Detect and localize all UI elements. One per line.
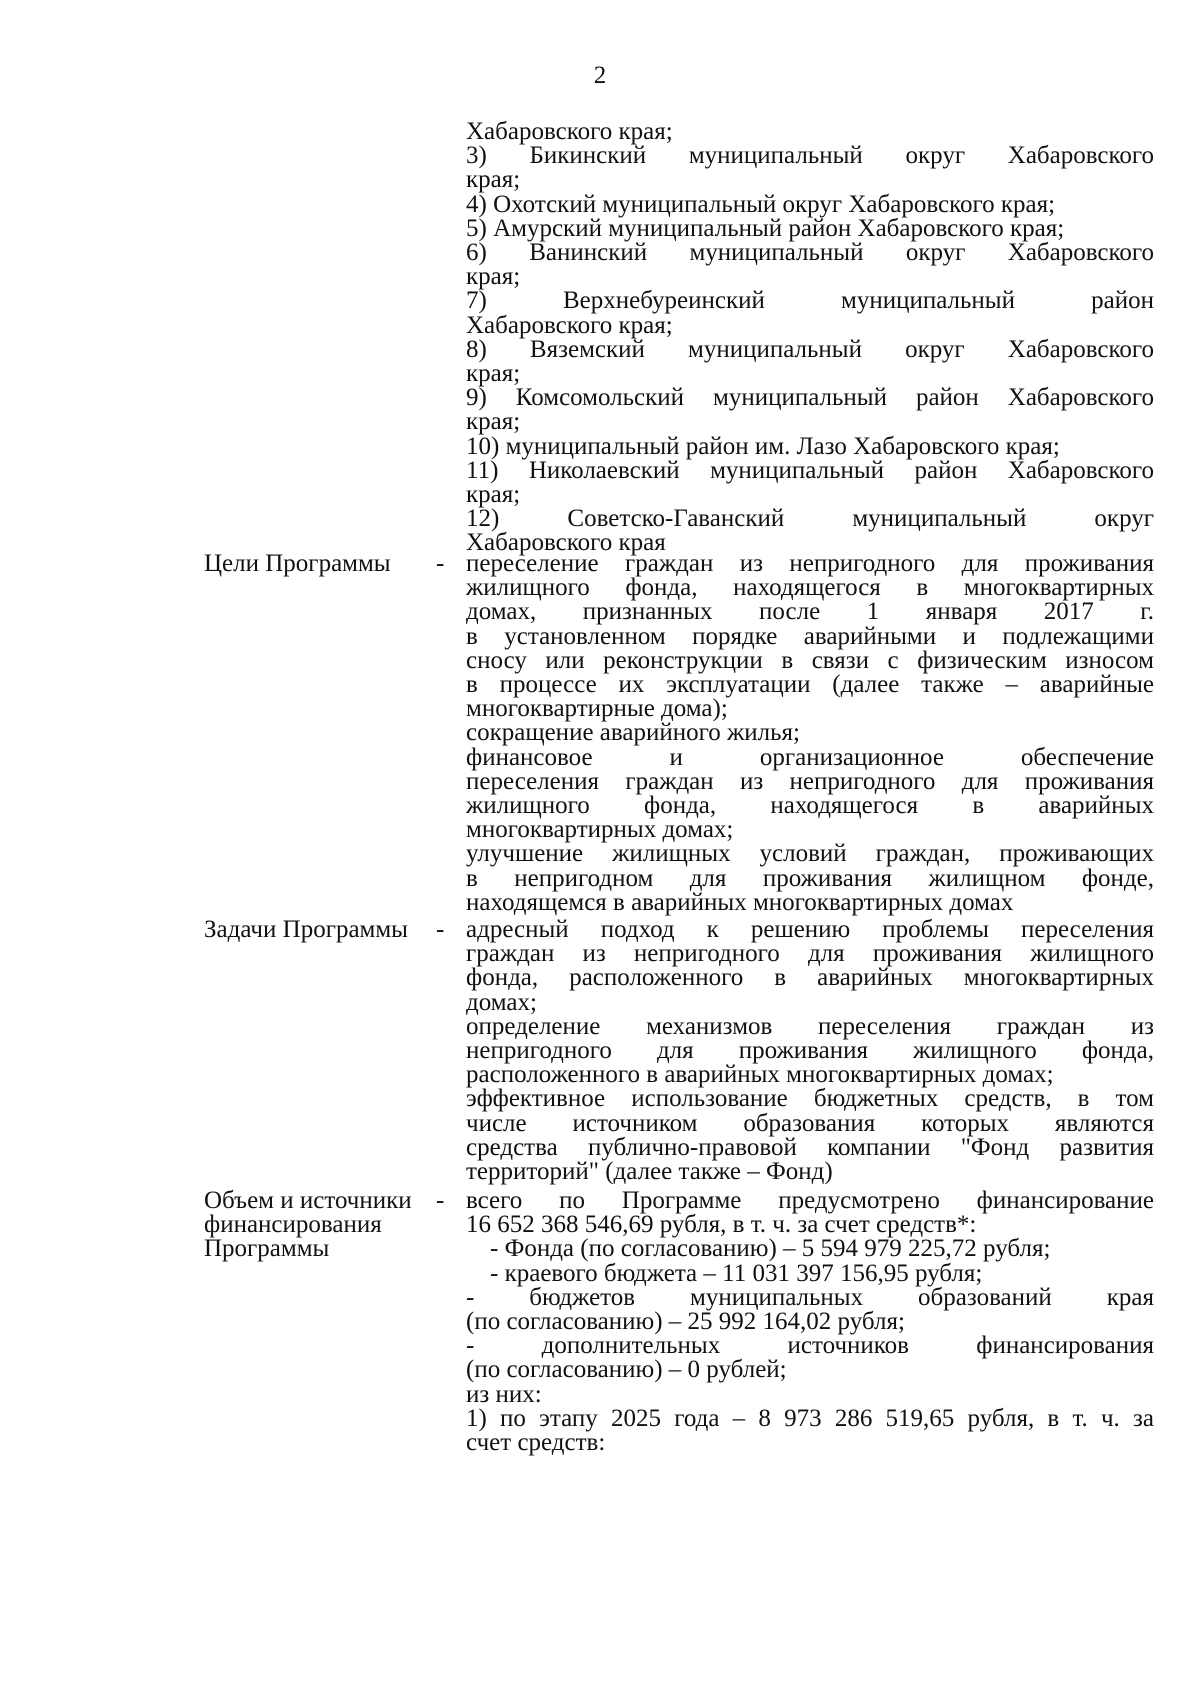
text-line: 1) по этапу 2025 года – 8 973 286 519,65 рубля, в т. ч. за — [466, 1404, 1154, 1432]
list-line: 3) Бикинский муниципальный округ Хабаровского — [466, 142, 1154, 170]
text-line: непригодного для проживания жилищного фонда, — [466, 1037, 1154, 1065]
goals-label: Цели Программы — [204, 550, 391, 577]
text-line: счет средств: — [466, 1429, 606, 1457]
text-line: сносу или реконструкции в связи с физическим износом — [466, 646, 1154, 674]
text-line: в процессе их эксплуатации (далее также – аварийные — [466, 671, 1154, 699]
text-line: адресный подход к решению проблемы переселения — [466, 916, 1154, 943]
text-line: в установленном порядке аварийными и подлежащими — [466, 622, 1154, 650]
text-line: - Фонда (по согласованию) – 5 594 979 225,72 рубля; — [490, 1235, 1051, 1263]
text-line: расположенного в аварийных многоквартирных домах; — [466, 1061, 1054, 1089]
text-line: переселение граждан из непригодного для проживания — [466, 550, 1154, 577]
text-line: фонда, расположенного в аварийных многоквартирных — [466, 964, 1154, 992]
list-line: Хабаровского края; — [466, 311, 673, 339]
funding-label: Объем и источники финансирования Программы — [204, 1187, 412, 1263]
text-line: жилищного фонда, находящегося в многоквартирных — [466, 574, 1154, 602]
text-line: средства публично-правовой компании "Фонд развития — [466, 1133, 1154, 1161]
goals-dash: - — [436, 550, 445, 577]
text-line: домах; — [466, 988, 537, 1016]
text-line: переселения граждан из непригодного для проживания — [466, 767, 1154, 795]
text-line: (по согласованию) – 25 992 164,02 рубля; — [466, 1308, 905, 1336]
funding-dash: - — [436, 1187, 445, 1214]
list-line: края; — [466, 166, 521, 194]
list-line: 12) Советско-Гаванский муниципальный округ — [466, 505, 1154, 533]
list-line: 8) Вяземский муниципальный округ Хабаровского — [466, 335, 1154, 363]
list-line: Хабаровского края — [466, 529, 666, 557]
tasks-content — [466, 918, 1154, 1184]
list-line: 7) Верхнебуреинский муниципальный район — [466, 287, 1154, 315]
text-line: - бюджетов муниципальных образований края — [466, 1283, 1154, 1311]
list-line: края; — [466, 263, 521, 291]
text-line: - краевого бюджета – 11 031 397 156,95 рубля; — [490, 1259, 983, 1287]
text-line: в непригодном для проживания жилищном фонде, — [466, 864, 1154, 892]
goals-content — [466, 552, 1154, 915]
list-line: 4) Охотский муниципальный округ Хабаровского края; — [466, 190, 1056, 218]
list-line: 6) Ванинский муниципальный округ Хабаровского — [466, 239, 1154, 267]
text-line: (по согласованию) – 0 рублей; — [466, 1356, 787, 1384]
list-line: 5) Амурский муниципальный район Хабаровского края; — [466, 214, 1065, 242]
municipalities-list — [466, 120, 1154, 556]
text-line: из них: — [466, 1380, 542, 1408]
list-line: Хабаровского края; — [466, 118, 673, 145]
text-line: сокращение аварийного жилья; — [466, 719, 800, 747]
text-line: улучшение жилищных условий граждан, проживающих — [466, 840, 1154, 868]
tasks-label: Задачи Программы — [204, 916, 408, 943]
text-line: домах, признанных после 1 января 2017 г. — [466, 598, 1154, 626]
list-line: 10) муниципальный район им. Лазо Хабаровского края; — [466, 432, 1060, 460]
text-line: эффективное использование бюджетных средств, в том — [466, 1085, 1154, 1113]
text-line: жилищного фонда, находящегося в аварийных — [466, 792, 1154, 820]
text-line: финансовое и организационное обеспечение — [466, 743, 1154, 771]
list-line: края; — [466, 481, 521, 509]
list-line: края; — [466, 408, 521, 436]
text-line: 16 652 368 546,69 рубля, в т. ч. за счет средств*: — [466, 1211, 977, 1239]
text-line: находящемся в аварийных многоквартирных домах — [466, 888, 1014, 916]
page-number: 2 — [593, 62, 607, 89]
text-line: многоквартирные дома); — [466, 695, 728, 723]
text-line: всего по Программе предусмотрено финансирование — [466, 1187, 1154, 1214]
funding-content — [466, 1189, 1154, 1455]
text-line: многоквартирных домах; — [466, 816, 734, 844]
text-line: числе источником образования которых являются — [466, 1109, 1154, 1137]
text-line: граждан из непригодного для проживания жилищного — [466, 940, 1154, 968]
text-line: территорий" (далее также – Фонд) — [466, 1158, 833, 1186]
list-line: 11) Николаевский муниципальный район Хабаровского — [466, 456, 1154, 484]
text-line: - дополнительных источников финансирования — [466, 1332, 1154, 1360]
list-line: 9) Комсомольский муниципальный район Хабаровского — [466, 384, 1154, 412]
tasks-dash: - — [436, 916, 445, 943]
text-line: определение механизмов переселения граждан из — [466, 1012, 1154, 1040]
list-line: края; — [466, 360, 521, 388]
